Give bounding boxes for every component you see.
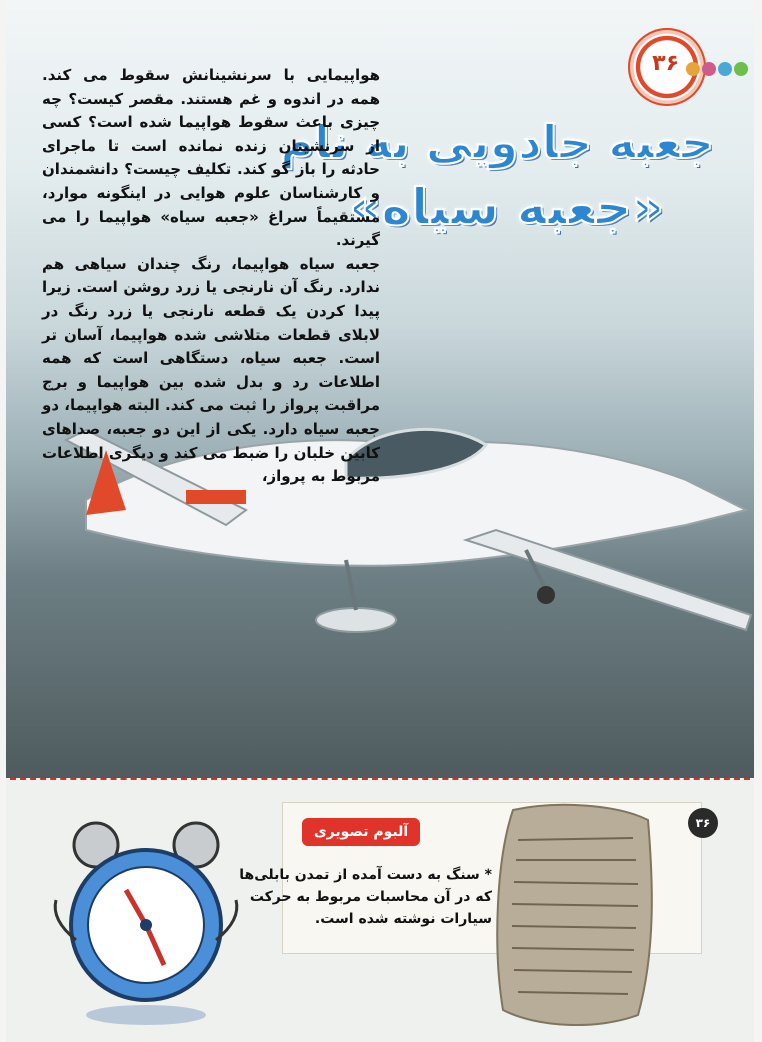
album-caption-text: * سنگ به دست آمده از تمدن بابلی‌ها که در آن محاسبات مربوط به حرکت سیارات نوشته شده است. [239, 867, 492, 927]
airplane-photo-background [6, 0, 754, 778]
album-label: آلبوم تصویری [302, 818, 420, 846]
article-paragraph-2: جعبه سیاه هواپیما، رنگ چندان سیاهی هم ندارد. رنگ آن نارنجی یا زرد روشن است. زیرا پیدا کردن یک قطعه نارنجی یا زرد رنگ در لابلای قطعات متلاشی شده هواپیما، آسان تر است. جعبه سیاه، دستگاهی است که همه اطلاعات رد و بدل شده بین هواپیما و برج مراقبت پرواز را ثبت می کند. البته هواپیما، دو جعبه سیاه دارد. یکی از این دو جعبه، صداهای کابین خلبان را ضبط می کند و دیگری اطلاعات مربوط به پرواز، [42, 254, 380, 486]
album-caption [232, 864, 492, 930]
title-line-1: جعبه جادویی به نام [280, 115, 714, 169]
dot-green [734, 62, 748, 76]
picture-album-section [6, 780, 754, 1042]
dot-orange [686, 62, 700, 76]
dot-pink [702, 62, 716, 76]
page-number: ۳۶ [652, 51, 679, 76]
decorative-dots [686, 62, 748, 76]
article-paragraph-1: هواپیمایی با سرنشینانش سقوط می کند. همه در اندوه و غم هستند. مقصر کیست؟ چه چیزی باعث سقوط هواپیما شده است؟ کسی از سرنشینان زنده نمانده است تا ماجرای حادثه را باز گو کند. تکلیف چیست؟ دانشمندان و کارشناسان علوم هوایی در اینگونه موارد، مستقیماً سراغ «جعبه سیاه» هواپیما را می گیرند. [42, 66, 380, 250]
clay-tablet-image [488, 800, 658, 1032]
title-line-2: «جعبه سیاه» [349, 178, 664, 236]
album-page-number: ۳۶ [688, 808, 718, 838]
article-body [42, 64, 380, 489]
alarm-clock-cartoon-icon [46, 810, 246, 1030]
dot-blue [718, 62, 732, 76]
